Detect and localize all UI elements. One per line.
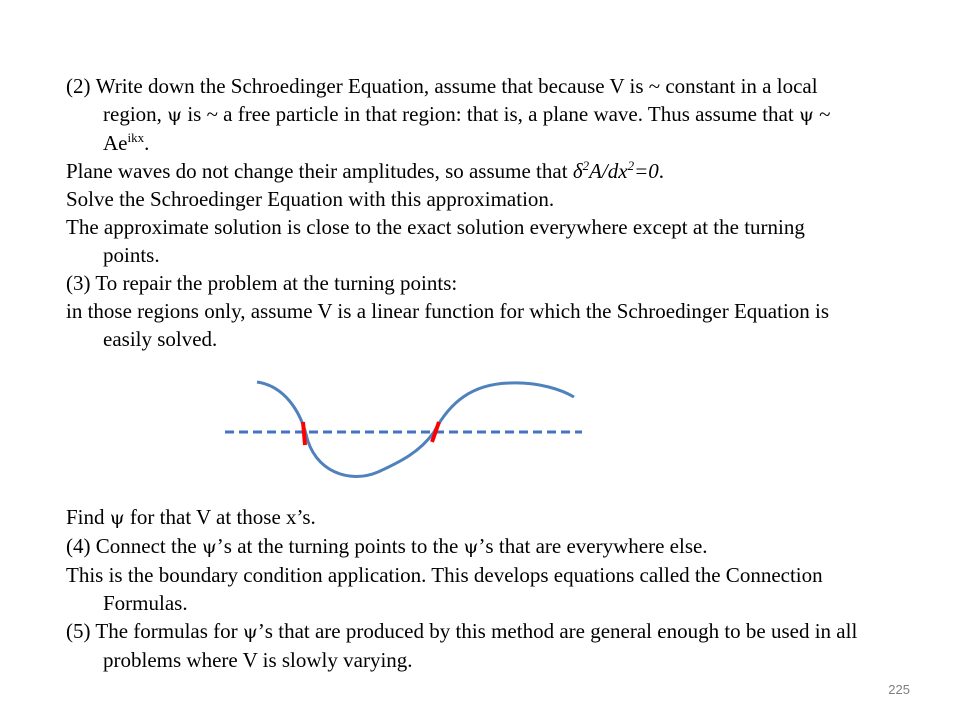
page-number: 225 [888, 682, 910, 697]
boundary-paragraph: This is the boundary condition application. This develops equations called the Connection Formulas. [66, 563, 823, 615]
item-5-text-b: ’s that are produced by this method are general enough to be used in all problems where V is slowly varying. [103, 619, 858, 672]
item-2-text-b: is ~ a free particle in that region: that is, a plane wave. Thus assume that [182, 102, 799, 126]
find-paragraph [66, 503, 866, 532]
item-5-paragraph [66, 617, 866, 674]
item-4-text-b: ’s at the turning points to the [216, 534, 464, 558]
psi-symbol: ψ [167, 104, 183, 126]
item-2-period: . [144, 131, 150, 155]
find-text-a: Find [66, 505, 110, 529]
solve-paragraph: Solve the Schroedinger Equation with this approximation. [66, 187, 555, 211]
psi-symbol: ψ [798, 104, 814, 126]
expression-end: =0 [634, 159, 659, 183]
item-4-text-c: ’s that are everywhere else. [478, 534, 708, 558]
item-2-text-c: ~ Ae [103, 102, 831, 155]
plane-waves-text: Plane waves do not change their amplitudes, so assume that [66, 159, 573, 183]
top-text-block [66, 72, 866, 353]
expression-mid: A/dx [589, 159, 628, 183]
approx-paragraph: The approximate solution is close to the exact solution everywhere except at the turning points. [66, 215, 805, 267]
bottom-text-block [66, 503, 866, 674]
item-4-paragraph [66, 532, 866, 561]
psi-symbol: ψ [463, 536, 479, 558]
psi-symbol: ψ [242, 621, 258, 643]
delta-symbol: δ [572, 159, 583, 183]
plane-waves-period: . [658, 159, 664, 183]
item-3-paragraph: (3) To repair the problem at the turning points: [66, 271, 458, 295]
turning-point-tick-icon [303, 422, 305, 445]
regions-paragraph: in those regions only, assume V is a linear function for which the Schroedinger Equation is easily solved. [66, 299, 830, 351]
item-2-paragraph [66, 72, 866, 157]
item-2-text-a: Write down the Schroedinger Equation, assume that because V is ~ constant in a local region, [95, 74, 818, 126]
turning-points-figure [210, 372, 600, 482]
superscript-2: 2 [627, 158, 635, 173]
find-text-b: for that V at those x’s. [124, 505, 316, 529]
second-derivative-expression [573, 159, 659, 183]
plane-waves-paragraph [66, 157, 866, 185]
item-5-number: (5) [66, 619, 91, 643]
item-5-text-a: The formulas for [90, 619, 243, 643]
superscript-2: 2 [582, 158, 590, 173]
exponent-ikx: ikx [127, 130, 145, 145]
psi-symbol: ψ [109, 507, 125, 529]
item-4-text-a: Connect the [95, 534, 202, 558]
psi-symbol: ψ [201, 536, 217, 558]
item-4-number: (4) [66, 534, 91, 558]
item-2-number: (2) [66, 74, 91, 98]
